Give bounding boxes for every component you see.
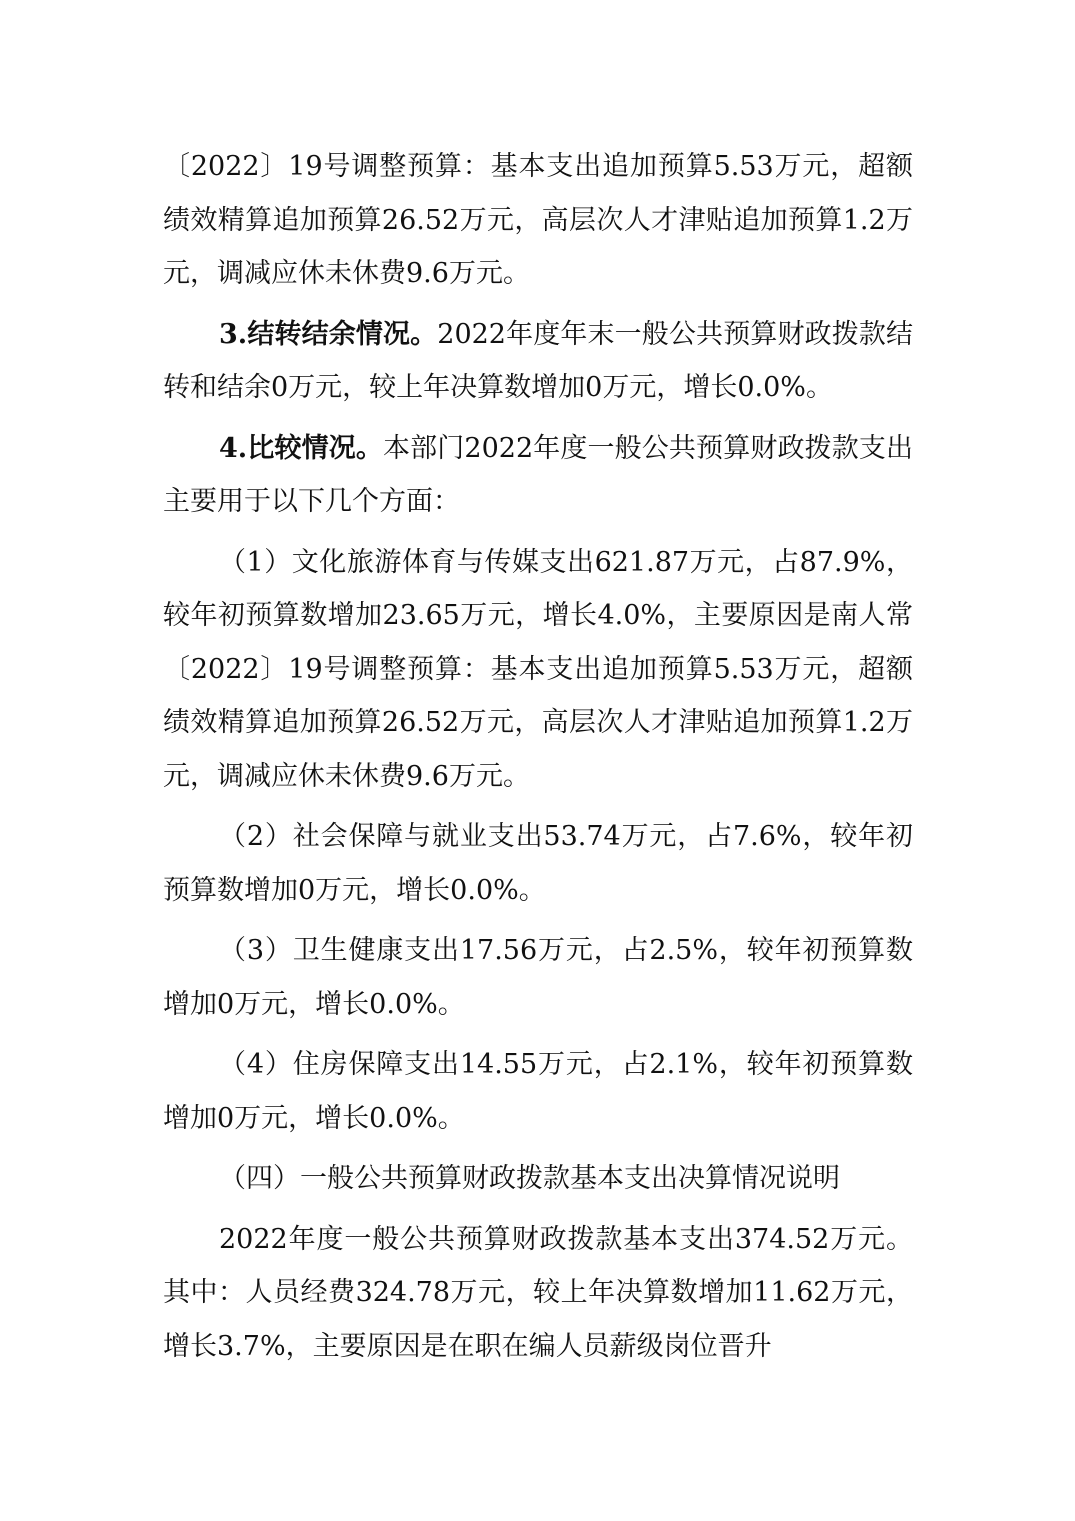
paragraph-basic-expenditure: 2022年度一般公共预算财政拨款基本支出374.52万元。其中：人员经费324.78万元，较上年决算数增加11.62万元，增长3.7%，主要原因是在职在编人员薪级岗位晋升 — [163, 1223, 913, 1362]
list-item-housing: （4）住房保障支出14.55万元，占2.1%，较年初预算数增加0万元，增长0.0%。 — [163, 1049, 913, 1134]
list-item-culture-tourism: （1）文化旅游体育与传媒支出621.87万元，占87.9%，较年初预算数增加23.65万元，增长4.0%，主要原因是南人常〔2022〕19号调整预算：基本支出追加预算5.53万元，超额绩效精算追加预算26.52万元，高层次人才津贴追加预算1.2万元，调减应休未休费9.6万元。 — [163, 546, 913, 792]
document-page — [163, 140, 913, 1380]
paragraph-budget-adjustment-continued: 〔2022〕19号调整预算：基本支出追加预算5.53万元，超额绩效精算追加预算26.52万元，高层次人才津贴追加预算1.2万元，调减应休未休费9.6万元。 — [163, 151, 913, 289]
paragraph-comparison-text: 本部门2022年度一般公共预算财政拨款支出主要用于以下几个方面： — [163, 432, 913, 517]
list-item-health: （3）卫生健康支出17.56万元，占2.5%，较年初预算数增加0万元，增长0.0%。 — [163, 935, 913, 1020]
section-heading-carryover: 3.结转结余情况。 — [219, 318, 438, 350]
section-heading-comparison: 4.比较情况。 — [219, 432, 383, 464]
list-item-social-security: （2）社会保障与就业支出53.74万元，占7.6%，较年初预算数增加0万元，增长0.0%。 — [163, 821, 913, 906]
paragraph-carryover-text: 2022年度年末一般公共预算财政拨款结转和结余0万元，较上年决算数增加0万元，增长0.0%。 — [163, 318, 913, 403]
paragraph-carryover-balance — [163, 308, 913, 415]
section-heading-basic-expenditure: （四）一般公共预算财政拨款基本支出决算情况说明 — [219, 1163, 840, 1194]
paragraph-comparison — [163, 422, 913, 529]
